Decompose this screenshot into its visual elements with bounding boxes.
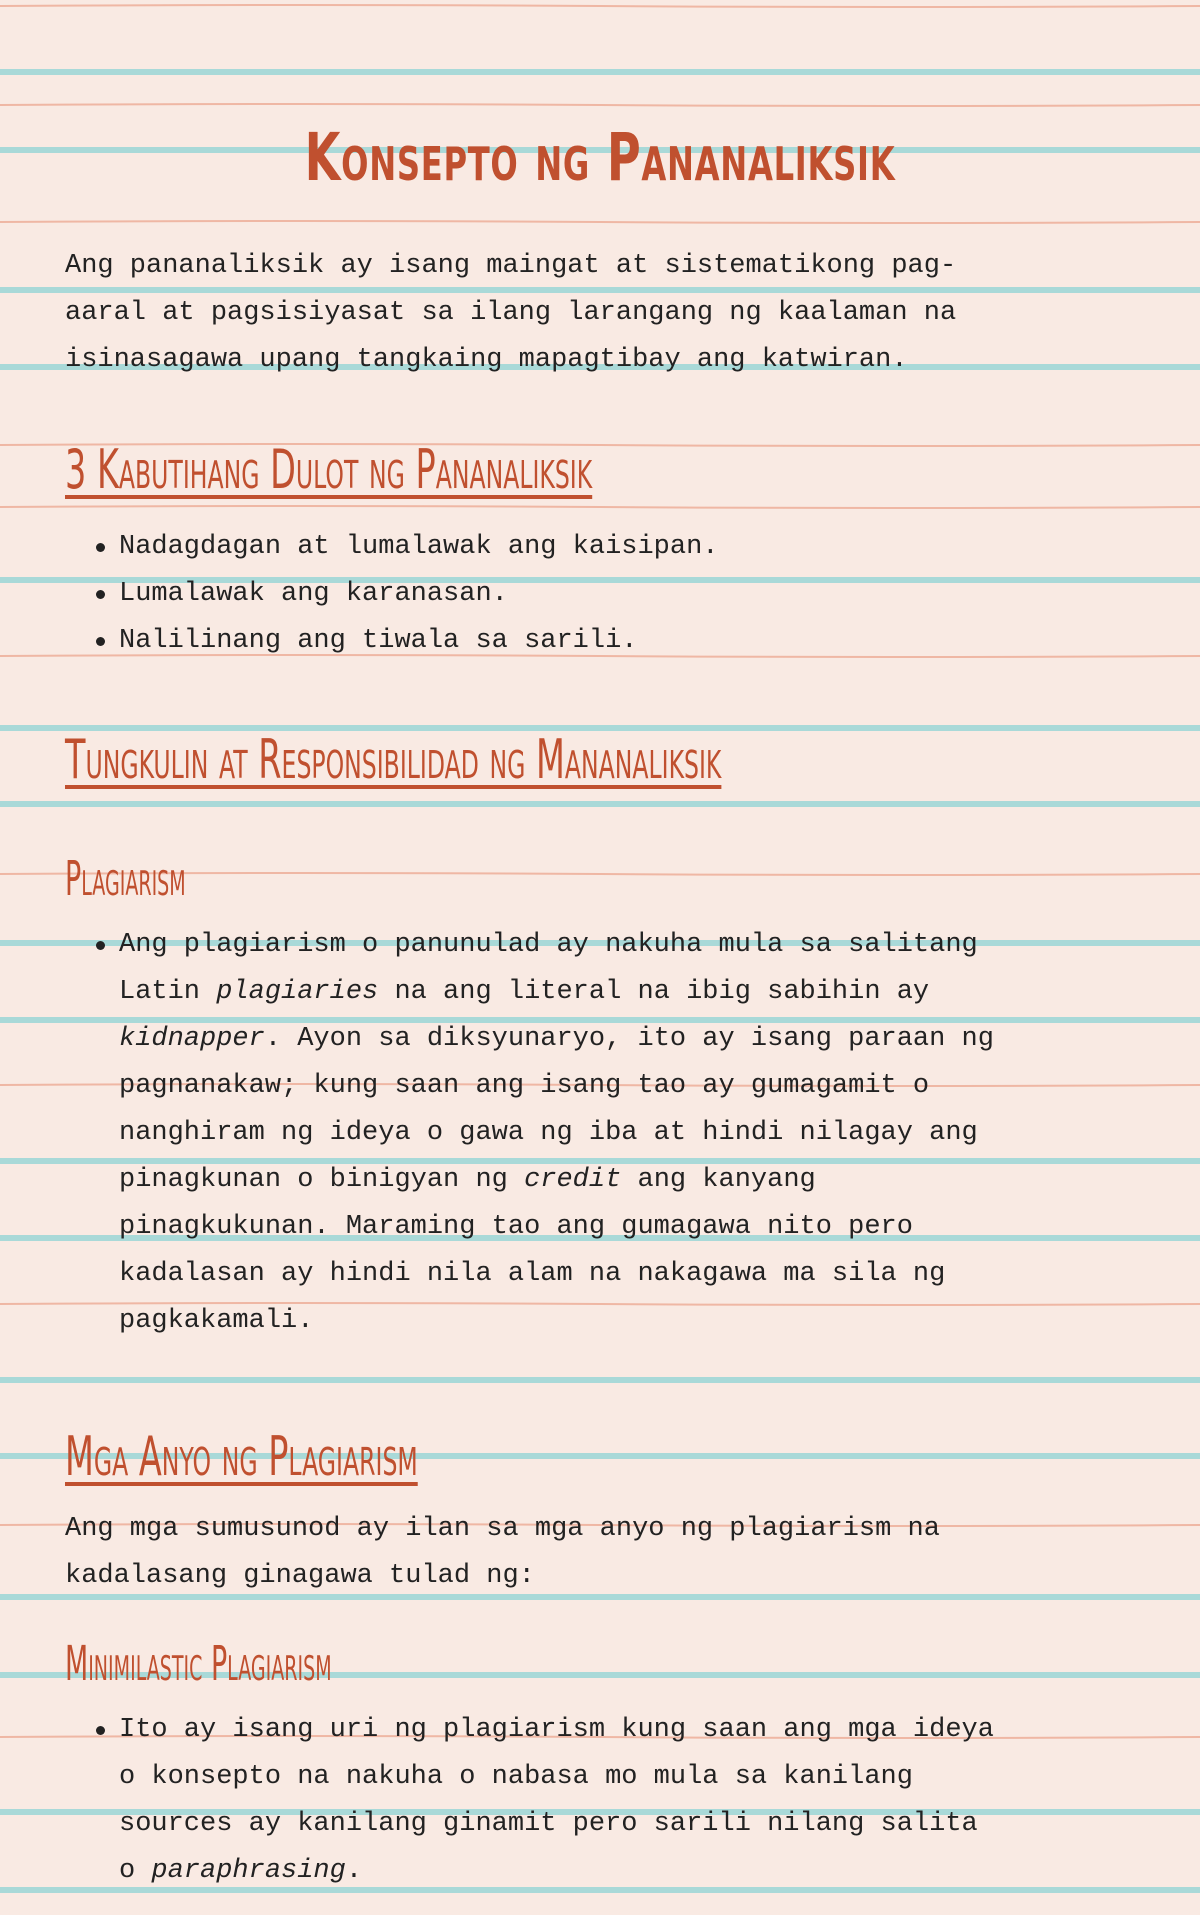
plagiarism-definition xyxy=(119,922,1159,1345)
minimalistic-definition xyxy=(119,1707,1159,1895)
page-title: Konsepto ng Pananaliksik xyxy=(304,119,896,196)
text-segment: Ito ay isang uri ng plagiarism kung saan ang mga ideya o konsepto na nakuha o nabasa mo mula sa kanilang sources ay kanilang ginamit pero sarili nilang salita o xyxy=(119,1715,994,1886)
text-segment: . xyxy=(345,1856,363,1886)
list-item xyxy=(89,1707,1159,1895)
term-kidnapper: kidnapper xyxy=(119,1024,265,1054)
plagiarism-list xyxy=(89,922,1159,1345)
term-plagiaries: plagiaries xyxy=(216,977,379,1007)
list-item xyxy=(89,922,1159,1345)
intro-paragraph: Ang pananaliksik ay isang maingat at sistematikong pag- aaral at pagsisiyasat sa ilang larangang ng kaalaman na isinasagawa upang tangkaing mapagtibay ang katwiran. xyxy=(65,251,957,375)
term-paraphrasing: paraphrasing xyxy=(151,1856,346,1886)
forms-intro-paragraph: Ang mga sumusunod ay ilan sa mga anyo ng plagiarism na kadalasang ginagawa tulad ng: xyxy=(65,1514,940,1591)
minimalistic-heading: Minimilastic Plagiarism xyxy=(65,1636,332,1692)
benefits-heading: 3 Kabutihang Dulot ng Pananaliksik xyxy=(65,438,593,501)
duties-heading: Tungkulin at Responsibilidad ng Mananaliksik xyxy=(65,728,722,791)
minimalistic-list xyxy=(89,1707,1159,1895)
text-segment: ang kanyang pinagkukunan. Maraming tao ang gumagawa nito pero kadalasan ay hindi nila alam na nakagawa ma sila ng pagkakamali. xyxy=(119,1165,946,1336)
forms-heading: Mga Anyo ng Plagiarism xyxy=(65,1425,418,1488)
list-item: Lumalawak ang karanasan. xyxy=(89,571,719,618)
list-item: Nalilinang ang tiwala sa sarili. xyxy=(89,618,719,665)
plagiarism-heading: Plagiarism xyxy=(65,851,186,907)
text-segment: na ang literal na ibig sabihin ay xyxy=(394,977,930,1007)
term-credit: credit xyxy=(524,1165,622,1195)
list-item: Nadagdagan at lumalawak ang kaisipan. xyxy=(89,524,719,571)
benefits-list xyxy=(89,524,719,665)
text-segment: Ang plagiarism o panunulad ay nakuha mula sa salitang Latin xyxy=(119,930,978,1007)
text-segment: . Ayon sa diksyunaryo, ito ay isang paraan ng pagnanakaw; kung saan ang isang tao ay gumagamit o nanghiram ng ideya o gawa ng iba at hindi nilagay ang pinagkunan o binigyan ng xyxy=(119,1024,994,1195)
